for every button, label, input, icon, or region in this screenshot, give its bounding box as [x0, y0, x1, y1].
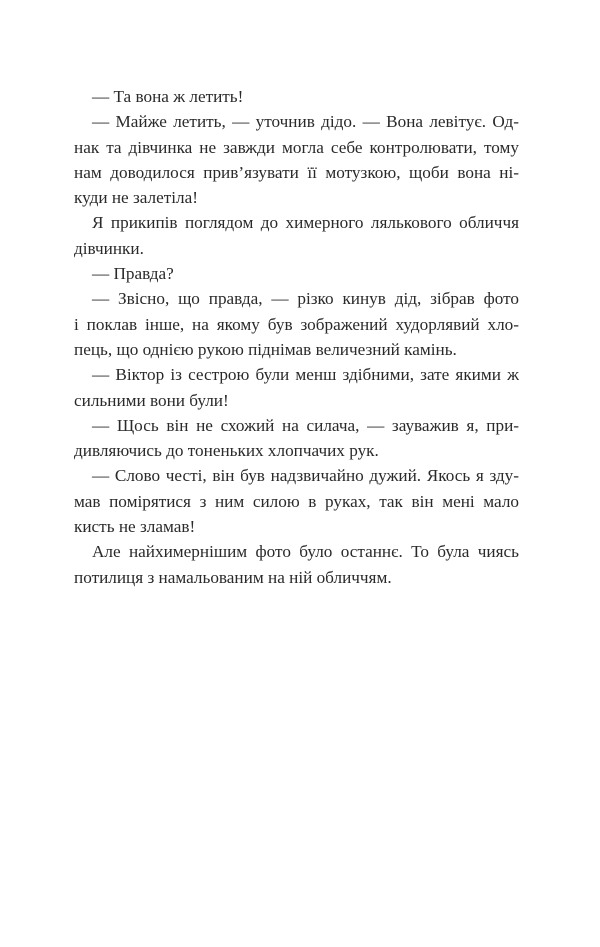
text-line: — Слово честі, він був надзвичайно дужий. Якось я зду-	[92, 466, 519, 486]
text-line: — Звісно, що правда, — різко кинув дід, зібрав фото	[92, 289, 519, 309]
text-line: дівчинки.	[74, 238, 144, 258]
text-line: пець, що однією рукою піднімав величезний камінь.	[74, 339, 457, 359]
text-line: — Майже летить, — уточнив дідо. — Вона левітує. Од-	[92, 112, 519, 132]
text-line: мав помірятися з ним силою в руках, так він мені мало	[74, 491, 519, 511]
text-line: Я прикипів поглядом до химерного лялькового обличчя	[92, 213, 519, 233]
text-line: — Та вона ж летить!	[92, 87, 244, 106]
text-line: і поклав інше, на якому був зображений худорлявий хло-	[74, 314, 519, 334]
text-line: — Правда?	[92, 264, 174, 284]
text-line: дивляючись до тоненьких хлопчачих рук.	[74, 441, 379, 461]
text-line: куди не залетіла!	[74, 188, 198, 208]
body-text	[74, 84, 519, 590]
text-line: нак та дівчинка не завжди могла себе контролювати, тому	[74, 137, 519, 157]
text-line: кисть не зламав!	[74, 517, 196, 537]
text-line: — Щось він не схожий на силача, — зауважив я, при-	[92, 415, 519, 435]
text-line: сильними вони були!	[74, 390, 229, 410]
text-line: — Віктор із сестрою були менш здібними, зате якими ж	[92, 365, 519, 385]
text-line: Але найхимернішим фото було останнє. То була чиясь	[92, 542, 519, 562]
text-line: нам доводилося прив’язувати її мотузкою, щоби вона ні-	[74, 162, 519, 182]
text-line: потилиця з намальованим на ній обличчям.	[74, 567, 392, 587]
